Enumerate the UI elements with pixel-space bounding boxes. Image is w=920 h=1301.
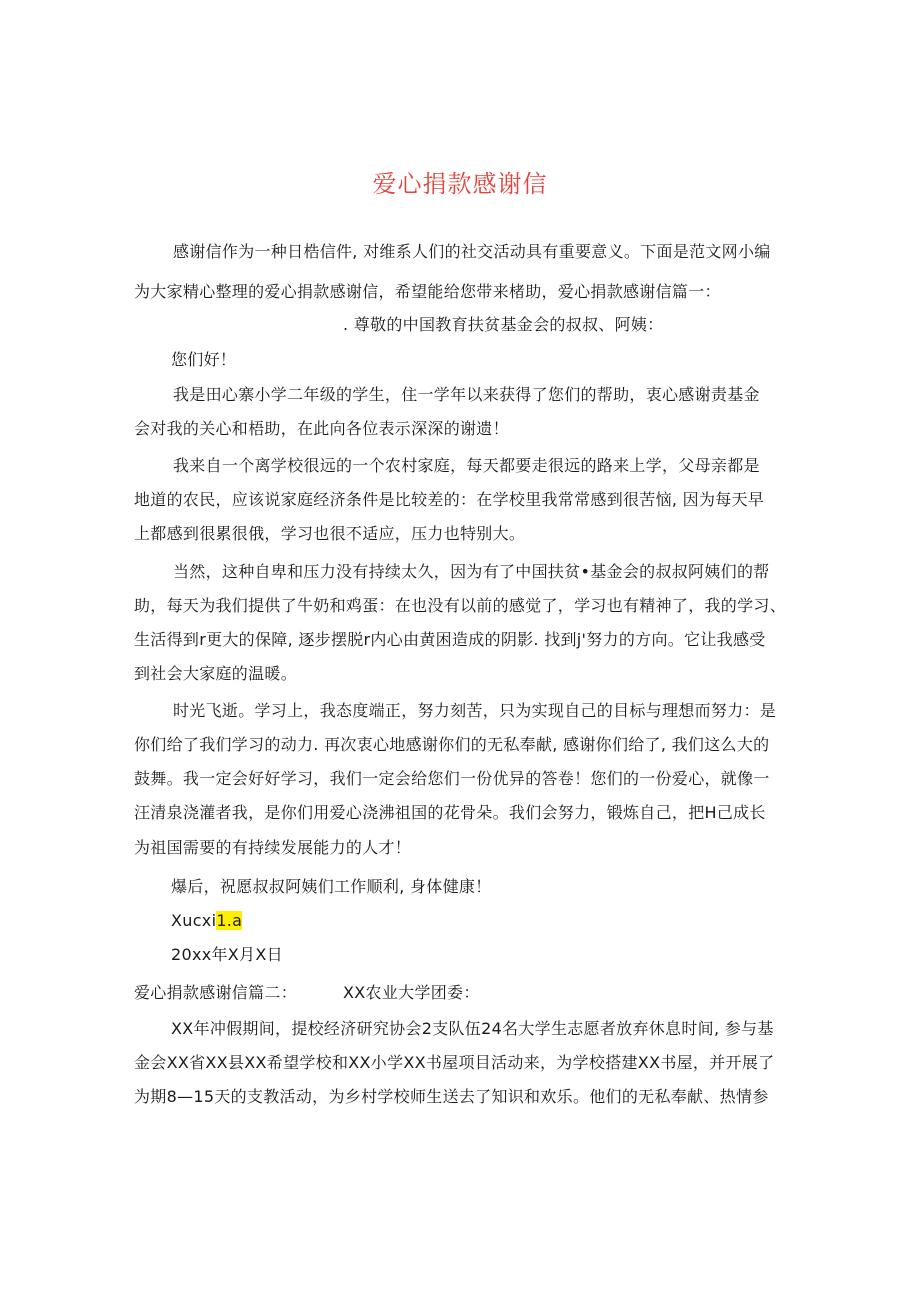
paragraph-line: 时光飞逝。学习上，我态度端正，努力刻苦，只为实现自己的目标与理想而努力：是 [173, 701, 777, 720]
date-line: 20xx年X月X日 [171, 945, 283, 964]
paragraph-line: 金会XX省XX县XX希望学校和XX小学XX书屋项目活动来，为学校搭建XX书屋，并开展了 [134, 1053, 775, 1072]
paragraph-line: 地道的农民，应该说家庭经济条件是比较差的：在学校里我常常感到很苦恼, 因为每天早 [134, 490, 765, 509]
paragraph-line: 鼓舞。我一定会好好学习，我们一定会给您们一份优异的答卷！您们的一份爱心，就像一 [134, 769, 770, 788]
paragraph-line: 为期8—15天的支教活动，为乡村学校师生送去了知识和欢乐。他们的无私奉献、热情参 [134, 1087, 769, 1106]
paragraph-line: 我是田心寨小学二年级的学生，住一学年以来获得了您们的帮助，衷心感谢责基金 [173, 385, 760, 404]
paragraph-line: 上都感到很累很俄，学习也很不适应，压力也特别大。 [134, 524, 526, 543]
paragraph-line: 为祖国需要的有持续发展能力的人才！ [134, 838, 412, 857]
section2-heading-line [134, 982, 480, 1004]
section2-addressee: XX农业大学团委： [343, 983, 480, 1002]
paragraph-line: 生活得到r更大的保障, 逐步摆脱r内心由黄困造成的阴影. 找到j'努力的方向。它让我感受 [134, 630, 766, 649]
paragraph-line: 感谢信作为一种日梏信件, 对维系人们的社交活动具有重要意义。下面是范文网小编 [173, 242, 771, 261]
paragraph-line: 你们给了我们学习的动力. 再次衷心地感谢你们的无私奉献, 感谢你们给了, 我们这么大的 [134, 735, 770, 754]
paragraph-line: 助，每天为我们提供了牛奶和鸡蛋：在也没有以前的感觉了，学习也有精神了，我的学习、 [134, 596, 787, 615]
paragraph-line: 当然，这种自卑和压力没有持续太久，因为有了中国扶贫•基金会的叔叔阿姨们的帮 [173, 562, 770, 581]
paragraph-line: 会对我的关心和梧助，在此向各位表示深深的谢遗！ [134, 419, 509, 438]
salutation-line: . 尊敬的中国教育扶贫基金会的叔叔、阿姨： [343, 315, 664, 334]
document-title: 爱心捐款感谢信 [372, 170, 548, 198]
paragraph-line: 我来自一个离学校很远的一个农村家庭，每天都要走很远的路来上学，父母亲都是 [173, 456, 760, 475]
paragraph-line: 汪清泉浇灌者我，是你们用爱心浇沸祖国的花骨朵。我们会努力，锻炼自己，把H己成长 [134, 803, 766, 822]
greeting-line: 您们好！ [171, 350, 237, 369]
signature-text: Xucxi [171, 911, 217, 930]
paragraph-line: 为大家精心整理的爱心捐款感谢信，希望能给您带来楮助，爱心捐款感谢信篇一： [134, 282, 721, 301]
closing-line: 爆后，祝愿叔叔阿姨们工作顺利, 身体健康！ [171, 877, 492, 896]
signature [171, 910, 242, 932]
paragraph-line: 到社会大家庭的温暖。 [134, 664, 298, 683]
section2-heading: 爱心捐款感谢信篇二： [134, 983, 298, 1002]
paragraph-line: XX年冲假期间，提校经济研究协会2支队伍24名大学生志愿者放弃休息时间, 参与基 [171, 1019, 774, 1038]
signature-highlight: 1.a [216, 911, 243, 930]
